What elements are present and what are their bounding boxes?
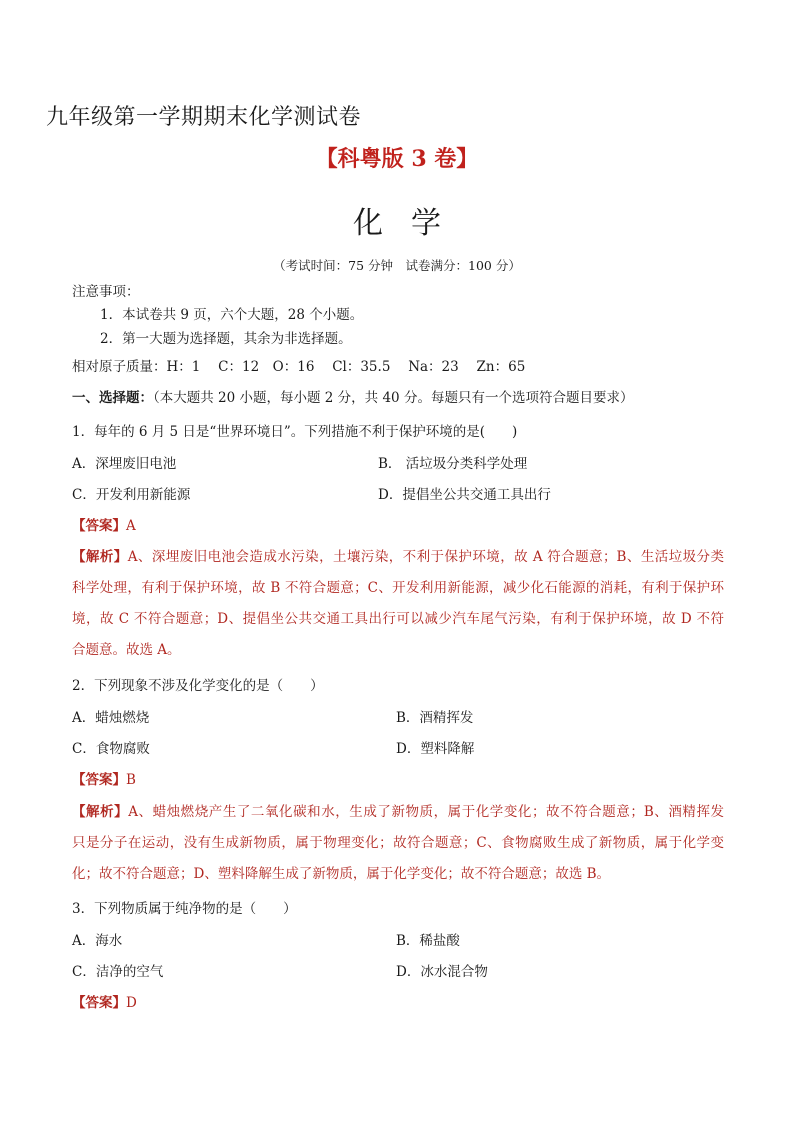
analysis-block xyxy=(72,542,724,666)
analysis-line: 【解析】A、蜡烛燃烧产生了二氧化碳和水，生成了新物质，属于化学变化；故不符合题意；B、酒精挥发 xyxy=(72,804,725,820)
atomic-mass-line: 相对原子质量：H：1 C：12 O：16 Cl：35.5 Na：23 Zn：65 xyxy=(72,359,526,375)
exam-info: （考试时间：75 分钟 试卷满分：100 分） xyxy=(273,258,521,273)
answer-line xyxy=(72,517,136,535)
question-stem: 3．下列物质属于纯净物的是（ ） xyxy=(72,901,297,917)
option-b: B．酒精挥发 xyxy=(396,710,474,726)
analysis-tag: 【解析】 xyxy=(72,549,128,565)
answer-tag: 【答案】 xyxy=(72,995,126,1011)
analysis-block xyxy=(72,797,724,890)
section-header xyxy=(72,389,633,407)
question-stem: 2．下列现象不涉及化学变化的是（ ） xyxy=(72,678,324,694)
note-item: 2．第一大题为选择题，其余为非选择题。 xyxy=(100,331,352,347)
analysis-tag: 【解析】 xyxy=(72,804,129,820)
answer-tag: 【答案】 xyxy=(72,772,126,788)
answer-value: A xyxy=(126,518,136,534)
option-c: C．食物腐败 xyxy=(72,741,150,757)
section-description: （本大题共 20 小题，每小题 2 分，共 40 分。每题只有一个选项符合题目要求） xyxy=(153,390,634,406)
option-c: C．开发利用新能源 xyxy=(72,487,191,503)
analysis-line: 【解析】A、深埋废旧电池会造成水污染，土壤污染，不利于保护环境，故 A 符合题意；B、生活垃圾分类 xyxy=(72,549,724,565)
subject-heading: 化学 xyxy=(353,206,469,241)
analysis-line: 只是分子在运动，没有生成新物质，属于物理变化；故符合题意；C、食物腐败生成了新物质，属于化学变 xyxy=(72,835,724,851)
option-c: C．洁净的空气 xyxy=(72,964,164,980)
note-item: 1．本试卷共 9 页，六个大题，28 个小题。 xyxy=(100,307,364,323)
option-b: B． 活垃圾分类科学处理 xyxy=(378,456,528,472)
option-d: D．冰水混合物 xyxy=(396,964,488,980)
section-label: 一、选择题： xyxy=(72,390,153,406)
analysis-line: 境，故 C 不符合题意；D、提倡坐公共交通工具出行可以减少汽车尾气污染，有利于保护环境，故 D 不符 xyxy=(72,611,724,627)
edition-label: 【科粤版 3 卷】 xyxy=(315,146,479,172)
answer-line xyxy=(72,994,137,1012)
answer-tag: 【答案】 xyxy=(72,518,126,534)
option-a: A．蜡烛燃烧 xyxy=(72,710,150,726)
analysis-line: 化；故不符合题意；D、塑料降解生成了新物质，属于化学变化；故不符合题意；故选 B。 xyxy=(72,866,611,882)
option-a: A．海水 xyxy=(72,933,123,949)
option-a: A．深埋废旧电池 xyxy=(72,456,177,472)
answer-value: B xyxy=(126,772,136,788)
option-d: D．塑料降解 xyxy=(396,741,475,757)
option-b: B．稀盐酸 xyxy=(396,933,460,949)
document-title: 九年级第一学期期末化学测试卷 xyxy=(46,105,362,130)
answer-line xyxy=(72,771,136,789)
analysis-line: 合题意。故选 A。 xyxy=(72,642,181,658)
question-stem: 1．每年的 6 月 5 日是“世界环境日”。下列措施不利于保护环境的是( ) xyxy=(72,424,518,440)
analysis-line: 科学处理，有利于保护环境，故 B 不符合题意；C、开发利用新能源，减少化石能源的消耗，有利于保护环 xyxy=(72,580,724,596)
answer-value: D xyxy=(126,995,137,1011)
notes-heading: 注意事项： xyxy=(72,284,140,300)
option-d: D．提倡坐公共交通工具出行 xyxy=(378,487,551,503)
